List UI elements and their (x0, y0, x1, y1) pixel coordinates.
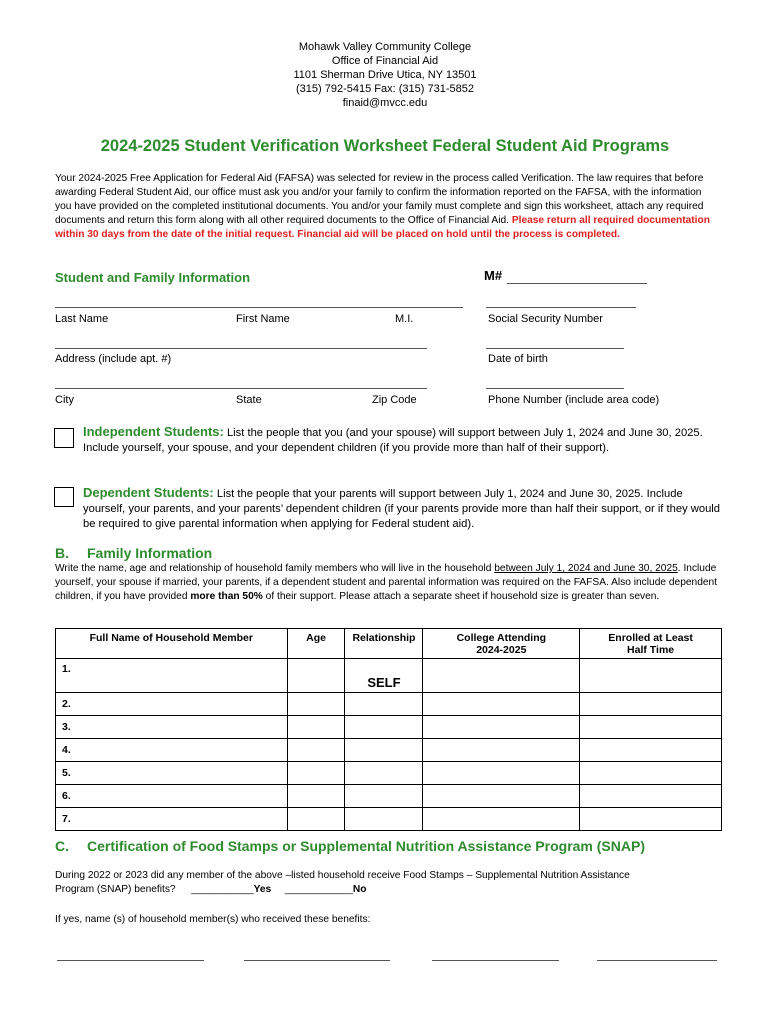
first-name-label: First Name (236, 313, 290, 325)
table-row (56, 716, 722, 739)
col-college-header: College Attending 2024-2025 (423, 629, 580, 659)
phone-field[interactable] (486, 388, 624, 389)
age-cell[interactable] (287, 659, 345, 693)
row-number: 2. (56, 693, 288, 716)
relationship-cell[interactable] (345, 693, 423, 716)
college-cell[interactable] (423, 762, 580, 785)
intro-text: Your 2024-2025 Free Application for Federal Aid (FAFSA) was selected for review in the process called Verification. The law requires that before awarding Federal Student Aid, our office must ask you and/or your family to confirm the information reported on the FAFSA, with the information you have provided on the completed institutional documents. You and/or your family must complete and sign this worksheet, attach any required documents and return this form along with all other required documents to the Office of Financial Aid. (55, 173, 704, 226)
college-name: Mohawk Valley Community College (298, 41, 472, 53)
name-field[interactable] (55, 307, 463, 308)
section-b-letter: B. (55, 545, 69, 561)
relationship-cell[interactable] (345, 739, 423, 762)
no-blank[interactable]: ____________ (284, 884, 353, 895)
table-row (56, 693, 722, 716)
snap-recipients-prompt: If yes, name (s) of household member(s) who received these benefits: (55, 914, 371, 925)
recipient-name-field-2[interactable] (244, 960, 390, 961)
relationship-cell[interactable] (345, 785, 423, 808)
intro-warning: Please return all required documentation within 30 days from the date of the initial request. Financial aid will be placed on hold until the process is completed. (55, 215, 710, 240)
section-b-instructions: Write the name, age and relationship of household family members who will live in the household between July 1, 2024 and June 30, 2025. Include yourself, your spouse if married, your parents, if a dependent student and parental information was required on the FAFSA. Also include dependent children, if you have provided more than 50% of their support. Please attach a separate sheet if household size is greater than seven. (55, 563, 718, 602)
section-a-title: Student and Family Information (55, 270, 251, 285)
col-name-header: Full Name of Household Member (56, 629, 288, 659)
dependent-checkbox[interactable] (54, 487, 74, 507)
household-table (55, 628, 722, 831)
col-age-header: Age (287, 629, 345, 659)
row-number: 6. (56, 785, 288, 808)
enrolled-cell[interactable] (580, 716, 722, 739)
age-cell[interactable] (287, 785, 345, 808)
office-phone: (315) 792-5415 Fax: (315) 731-5852 (296, 83, 474, 95)
recipient-name-field-4[interactable] (597, 960, 717, 961)
row-number: 7. (56, 808, 288, 831)
city-label: City (55, 394, 74, 406)
college-cell[interactable] (423, 808, 580, 831)
independent-text: List the people that you (and your spouse) will support between July 1, 2024 and June 30, 2025. Include yourself, your spouse, and your dependent children (if you provide more than half of their support). (83, 427, 703, 454)
independent-heading: Independent Students (83, 424, 220, 439)
col-enrolled-header: Enrolled at Least Half Time (580, 629, 722, 659)
dependent-heading: Dependent Students (83, 485, 210, 500)
table-row (56, 762, 722, 785)
dob-label: Date of birth (488, 353, 548, 365)
m-number-label: M# (484, 268, 503, 283)
section-b-title: Family Information (87, 545, 213, 561)
m-number-field[interactable] (507, 283, 647, 284)
college-cell[interactable] (423, 785, 580, 808)
support-threshold: more than 50% (190, 591, 263, 602)
age-cell[interactable] (287, 716, 345, 739)
dependent-paragraph: Dependent Students: List the people that your parents will support between July 1, 2024 and June 30, 2025. Include yourself, your parents, and your parents’ dependent children (if your parents provide more than half their support, or if they would be required to give parental information when applying for Federal student aid). (83, 485, 721, 530)
college-cell[interactable] (423, 716, 580, 739)
address-field[interactable] (55, 348, 427, 349)
section-c-title: Certification of Food Stamps or Supplemental Nutrition Assistance Program (SNAP) (87, 838, 645, 854)
dob-field[interactable] (486, 348, 624, 349)
office-name: Office of Financial Aid (331, 55, 439, 67)
table-row (56, 785, 722, 808)
row-number: 1. (56, 659, 288, 693)
age-cell[interactable] (287, 739, 345, 762)
enrolled-cell[interactable] (580, 785, 722, 808)
row-number: 5. (56, 762, 288, 785)
row-number: 4. (56, 739, 288, 762)
relationship-self: SELF (345, 659, 423, 693)
office-address: 1101 Sherman Drive Utica, NY 13501 (293, 69, 477, 81)
zip-label: Zip Code (372, 394, 417, 406)
recipient-name-field-1[interactable] (57, 960, 204, 961)
relationship-cell[interactable] (345, 762, 423, 785)
state-label: State (236, 394, 262, 406)
yes-blank[interactable]: ___________ (191, 884, 254, 895)
phone-label: Phone Number (include area code) (488, 394, 660, 406)
section-c-letter: C. (55, 838, 69, 854)
independent-checkbox[interactable] (54, 428, 74, 448)
col-relationship-header: Relationship (345, 629, 423, 659)
ssn-field[interactable] (486, 307, 636, 308)
college-cell[interactable] (423, 693, 580, 716)
snap-question: During 2022 or 2023 did any member of the above –listed household receive Food Stamps – Supplemental Nutrition Assistance Program (SNAP) benefits? ___________Yes ____________No (55, 870, 630, 895)
address-label: Address (include apt. #) (55, 353, 172, 365)
table-row (56, 739, 722, 762)
date-range-underlined: between July 1, 2024 and June 30, 2025 (494, 563, 678, 574)
independent-paragraph: Independent Students: List the people that you (and your spouse) will support between July 1, 2024 and June 30, 2025. Include yourself, your spouse, and your dependent children (if you provide more than half of their support). (83, 424, 703, 454)
age-cell[interactable] (287, 808, 345, 831)
enrolled-cell[interactable] (580, 762, 722, 785)
mi-label: M.I. (395, 313, 414, 325)
last-name-label: Last Name (55, 313, 109, 325)
enrolled-cell[interactable] (580, 808, 722, 831)
row-number: 3. (56, 716, 288, 739)
table-row (56, 808, 722, 831)
age-cell[interactable] (287, 693, 345, 716)
age-cell[interactable] (287, 762, 345, 785)
office-email: finaid@mvcc.edu (342, 97, 428, 109)
dependent-text: List the people that your parents will support between July 1, 2024 and June 30, 2025. Include yourself, your parents, and your parents’ dependent children (if your parents provide more than half their support, or if they would be required to give parental information when applying for Federal student aid). (83, 488, 721, 530)
table-header-row (56, 629, 722, 659)
relationship-cell[interactable] (345, 716, 423, 739)
relationship-cell[interactable] (345, 808, 423, 831)
ssn-label: Social Security Number (488, 313, 603, 325)
intro-paragraph (55, 172, 720, 242)
table-row (56, 659, 722, 693)
college-cell[interactable] (423, 739, 580, 762)
page-title: 2024-2025 Student Verification Worksheet Federal Student Aid Programs (100, 137, 670, 155)
college-cell[interactable] (423, 659, 580, 693)
enrolled-cell[interactable] (580, 739, 722, 762)
yes-option: Yes (253, 884, 272, 895)
enrolled-cell[interactable] (580, 659, 722, 693)
recipient-name-field-3[interactable] (432, 960, 559, 961)
no-option: No (352, 884, 367, 895)
college-header (0, 40, 770, 110)
city-state-zip-field[interactable] (55, 388, 427, 389)
enrolled-cell[interactable] (580, 693, 722, 716)
